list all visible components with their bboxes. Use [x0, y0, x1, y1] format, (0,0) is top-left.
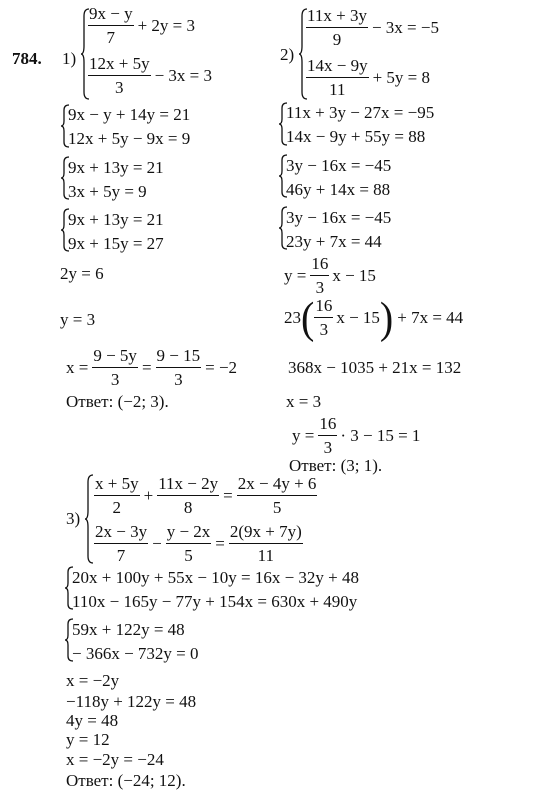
- part1-sys3-line1: 9x + 13y = 21: [68, 210, 164, 229]
- part2-answer: Ответ: (3; 1).: [289, 456, 383, 475]
- part2-sys1-line2: 14x − 9y + 55y = 88: [286, 127, 426, 146]
- part2-sys2-line1: 3y − 16x = −45: [286, 156, 392, 175]
- problem-number: 784.: [12, 49, 42, 68]
- part3-label: 3): [66, 509, 81, 528]
- part2-sub-line: 23 ( $\frac{16}{3}$ x − 15 ) + 7x = 44: [284, 292, 464, 343]
- part3-sys1-line2: 110x − 165y − 77y + 154x = 630x + 490y: [72, 592, 358, 611]
- part1-sys2-line2: 3x + 5y = 9: [68, 182, 147, 201]
- part3-sys1-line1: 20x + 100y + 55x − 10y = 16x − 32y + 48: [72, 568, 360, 587]
- part1-sys1-line2: 12x + 5y − 9x = 9: [68, 129, 191, 148]
- part3-sys2-line1: 59x + 122y = 48: [72, 620, 185, 639]
- part3-step-5: x = −2y = −24: [66, 750, 164, 769]
- part2-sys2-line2: 46y + 14x = 88: [286, 180, 391, 199]
- part2-sys0-eq1: $\frac{11x + 3y}{9}$ − 3x = −5: [307, 6, 439, 49]
- part1-sys1-line1: 9x − y + 14y = 21: [68, 105, 191, 124]
- part2-sys3-line1: 3y − 16x = −45: [286, 208, 392, 227]
- part2-y-line: y = $\frac{16}{3}$ x − 15: [284, 254, 376, 297]
- part2-sys3-line2: 23y + 7x = 44: [286, 232, 382, 251]
- part1-sys0-eq1: $\frac{9x - y}{7}$ + 2y = 3: [89, 4, 196, 47]
- part2-sys0-eq2: $\frac{14x - 9y}{11}$ + 5y = 8: [307, 56, 431, 99]
- part1-label: 1): [62, 49, 77, 68]
- part1-sys3-line2: 9x + 15y = 27: [68, 234, 164, 253]
- part3-eq1: $\frac{x + 5y}{2}$ + $\frac{11x - 2y}{8}$ = $\frac{2x - 4y + 6}{5}$: [95, 474, 317, 517]
- part3-step-3: 4y = 48: [66, 711, 119, 730]
- part2-x-line: x = 3: [286, 392, 322, 411]
- part3-step-1: x = −2y: [66, 671, 120, 690]
- part1-line-y: y = 3: [60, 310, 96, 329]
- part1-x-line: x = $\frac{9 - 5y}{3}$ = $\frac{9 - 15}{3}$ = −2: [66, 346, 238, 389]
- part3-answer: Ответ: (−24; 12).: [66, 771, 186, 790]
- part3-sys2-line2: − 366x − 732y = 0: [72, 644, 199, 663]
- part2-y-result: y = $\frac{16}{3}$ · 3 − 15 = 1: [292, 414, 421, 457]
- part2-expand: 368x − 1035 + 21x = 132: [288, 358, 462, 377]
- part1-answer: Ответ: (−2; 3).: [66, 392, 169, 411]
- part3-eq2: $\frac{2x - 3y}{7}$ − $\frac{y - 2x}{5}$ = $\frac{2(9x + 7y)}{11}$: [95, 522, 302, 565]
- part3-step-4: y = 12: [66, 730, 110, 749]
- part1-sys2-line1: 9x + 13y = 21: [68, 158, 164, 177]
- part2-sys1-line1: 11x + 3y − 27x = −95: [286, 103, 435, 122]
- part3-step-2: −118y + 122y = 48: [66, 692, 197, 711]
- part1-sys0-eq2: $\frac{12x + 5y}{3}$ − 3x = 3: [89, 54, 213, 97]
- part2-label: 2): [280, 45, 295, 64]
- part1-line-2y: 2y = 6: [60, 264, 104, 283]
- part3-brace-0: [84, 474, 94, 564]
